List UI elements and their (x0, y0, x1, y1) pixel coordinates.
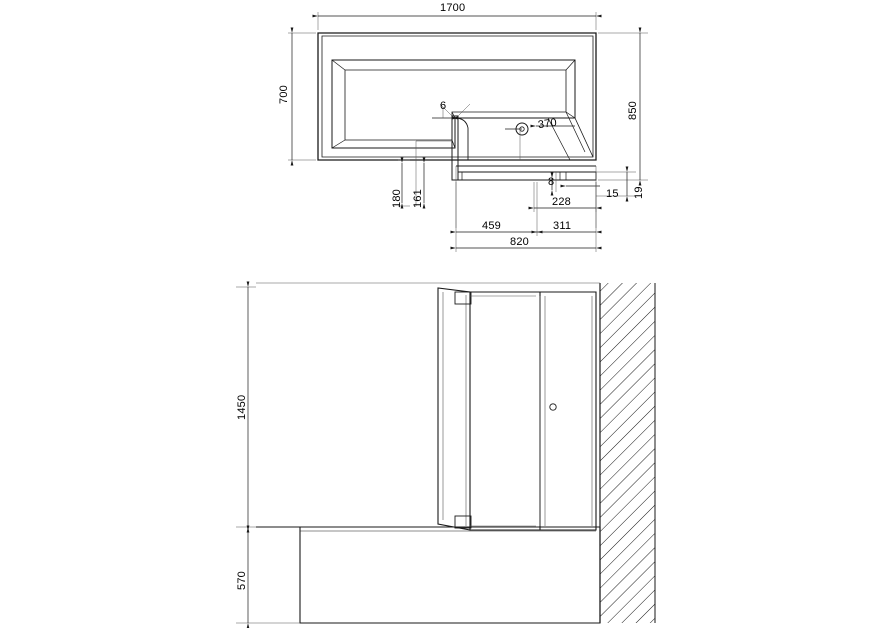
dim-label-plan-459: 459 (482, 220, 501, 232)
dim-label-plan-228: 228 (552, 196, 571, 208)
dim-label-plan-370: 370 (537, 116, 558, 132)
elevation-view-group (236, 283, 655, 623)
dim-label-plan-screen-6: 6 (440, 100, 447, 112)
dim-label-elev-570: 570 (236, 571, 248, 590)
plan-view-group (288, 12, 648, 252)
dim-label-plan-311: 311 (553, 220, 572, 232)
dim-label-plan-15: 15 (606, 188, 619, 200)
dim-label-plan-19: 19 (633, 186, 645, 199)
dim-label-plan-180: 180 (391, 189, 403, 208)
dim-label-plan-depth-850: 850 (627, 101, 639, 120)
dim-label-plan-width-1700: 1700 (440, 2, 466, 14)
dim-label-elev-1450: 1450 (236, 394, 248, 420)
dim-label-plan-820: 820 (510, 236, 529, 248)
dim-label-plan-8: 8 (548, 176, 555, 188)
dim-label-plan-161: 161 (412, 189, 424, 208)
dim-label-plan-depth-700: 700 (278, 85, 290, 104)
